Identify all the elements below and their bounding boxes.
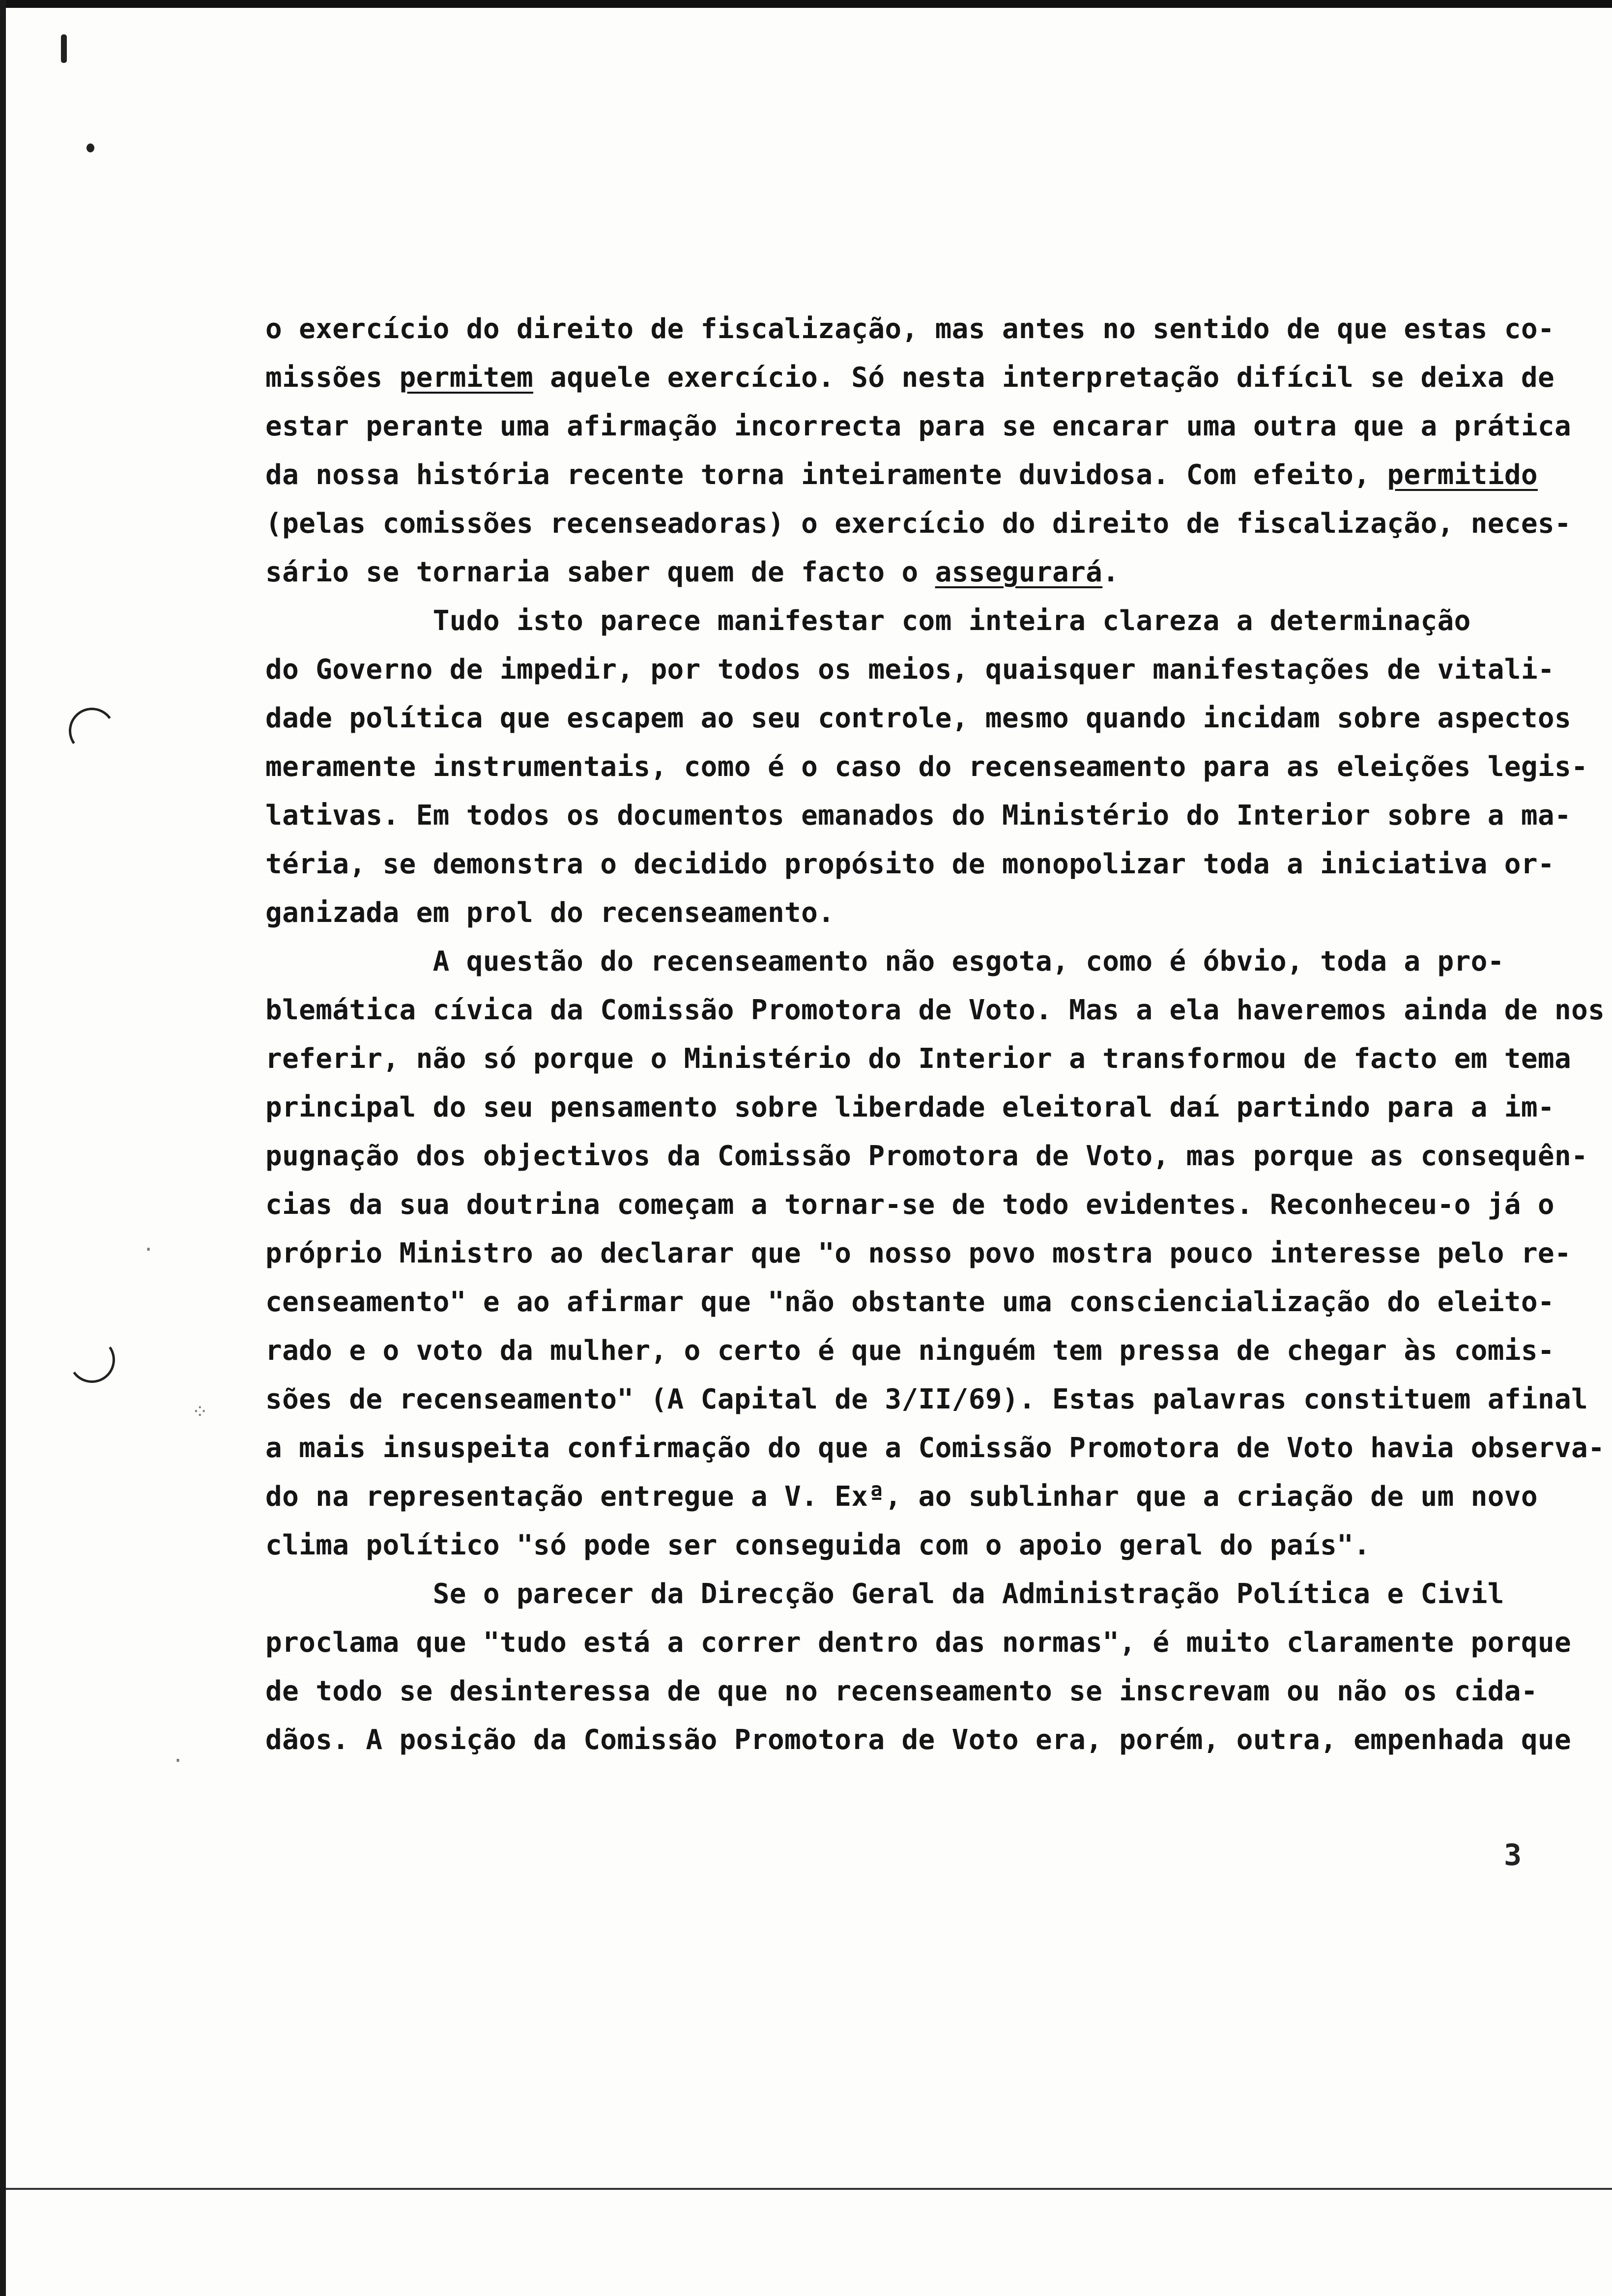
text-line: [265, 451, 1597, 499]
text-line: [265, 305, 1597, 353]
text-line: [265, 1472, 1597, 1521]
text-line: [265, 889, 1597, 937]
text-run: referir, não só porque o Ministério do Interior a transformou de facto em tema: [265, 1043, 1572, 1075]
underlined-word: assegurará: [935, 556, 1103, 588]
text-run: lativas. Em todos os documentos emanados do Ministério do Interior sobre a ma-: [265, 800, 1572, 832]
scan-speck: ·: [143, 1238, 155, 1261]
text-run: téria, se demonstra o decidido propósito de monopolizar toda a iniciativa or-: [265, 848, 1554, 880]
scan-bottom-rule: [6, 2188, 1612, 2190]
text-line: [265, 597, 1597, 645]
text-line: [265, 1618, 1597, 1667]
text-run: rado e o voto da mulher, o certo é que ninguém tem pressa de chegar às comis-: [265, 1335, 1554, 1367]
text-line: [265, 937, 1597, 986]
text-run: próprio Ministro ao declarar que "o nosso povo mostra pouco interesse pelo re-: [265, 1237, 1572, 1269]
text-run: aquele exercício. Só nesta interpretação difícil se deixa de: [533, 362, 1555, 394]
text-run: .: [1102, 556, 1120, 588]
text-line: [265, 1716, 1597, 1764]
text-run: proclama que "tudo está a correr dentro das normas", é muito claramente porque: [265, 1627, 1572, 1659]
scan-left-border: [0, 0, 6, 2296]
text-run: pugnação dos objectivos da Comissão Promotora de Voto, mas porque as consequên-: [265, 1140, 1588, 1172]
text-line: [265, 840, 1597, 889]
text-run: do na representação entregue a V. Exª, ao sublinhar que a criação de um novo: [265, 1481, 1538, 1513]
text-run: sário se tornaria saber quem de facto o: [265, 556, 935, 588]
text-line: [265, 1180, 1597, 1229]
text-run: Tudo isto parece manifestar com inteira clareza a determinação: [265, 605, 1471, 637]
text-line: [265, 1083, 1597, 1132]
text-run: estar perante uma afirmação incorrecta para se encarar uma outra que a prática: [265, 410, 1572, 442]
text-run: da nossa história recente torna inteiramente duvidosa. Com efeito,: [265, 459, 1387, 491]
text-line: [265, 1570, 1597, 1618]
staple-mark: [61, 34, 67, 63]
text-run: dade política que escapem ao seu controle, mesmo quando incidam sobre aspectos: [265, 702, 1572, 734]
text-run: censeamento" e ao afirmar que "não obstante uma consciencialização do eleito-: [265, 1286, 1554, 1318]
text-line: [265, 1034, 1597, 1083]
text-line: [265, 1521, 1597, 1570]
page-number: 3: [1504, 1838, 1522, 1872]
text-line: [265, 353, 1597, 402]
text-run: Se o parecer da Direcção Geral da Administração Política e Civil: [265, 1578, 1504, 1610]
text-line: [265, 1375, 1597, 1424]
text-run: meramente instrumentais, como é o caso do recenseamento para as eleições legis-: [265, 751, 1588, 783]
text-run: cias da sua doutrina começam a tornar-se de todo evidentes. Reconheceu-o já o: [265, 1189, 1554, 1221]
ink-dot: [86, 144, 94, 152]
text-run: o exercício do direito de fiscalização, mas antes no sentido de que estas co-: [265, 313, 1554, 345]
text-line: [265, 791, 1597, 840]
punch-hole-bottom: [65, 1333, 119, 1387]
text-run: principal do seu pensamento sobre liberdade eleitoral daí partindo para a im-: [265, 1091, 1554, 1123]
underlined-word: permitido: [1387, 459, 1538, 491]
text-run: dãos. A posição da Comissão Promotora de Voto era, porém, outra, empenhada que: [265, 1724, 1572, 1756]
text-line: [265, 1132, 1597, 1180]
text-line: [265, 1326, 1597, 1375]
text-run: sões de recenseamento" (A Capital de 3/II/69). Estas palavras constituem afinal: [265, 1383, 1588, 1415]
text-run: missões: [265, 362, 400, 394]
body-text: [265, 305, 1605, 1764]
text-line: [265, 986, 1605, 1034]
text-line: [265, 1424, 1605, 1472]
underlined-word: permitem: [399, 362, 534, 394]
scan-speck: ·: [172, 1750, 184, 1772]
text-line: [265, 548, 1597, 597]
text-run: do Governo de impedir, por todos os meios, quaisquer manifestações de vitali-: [265, 654, 1554, 686]
punch-hole-top: [65, 704, 119, 758]
text-run: a mais insuspeita confirmação do que a Comissão Promotora de Voto havia observa-: [265, 1432, 1605, 1464]
text-line: [265, 1229, 1597, 1278]
text-run: de todo se desinteressa de que no recenseamento se inscrevam ou não os cida-: [265, 1675, 1538, 1707]
scan-speck: ⁘: [192, 1401, 208, 1423]
text-line: [265, 743, 1597, 791]
text-line: [265, 694, 1597, 743]
text-line: [265, 1667, 1597, 1716]
text-run: clima político "só pode ser conseguida com o apoio geral do país".: [265, 1529, 1371, 1561]
text-line: [265, 645, 1597, 694]
text-run: (pelas comissões recenseadoras) o exercício do direito de fiscalização, neces-: [265, 508, 1572, 540]
scan-top-border: [0, 0, 1612, 8]
text-line: [265, 1278, 1597, 1326]
text-line: [265, 402, 1597, 451]
text-line: [265, 499, 1597, 548]
text-run: ganizada em prol do recenseamento.: [265, 897, 835, 929]
text-run: A questão do recenseamento não esgota, como é óbvio, toda a pro-: [265, 946, 1504, 977]
text-run: blemática cívica da Comissão Promotora de Voto. Mas a ela haveremos ainda de nos: [265, 994, 1605, 1026]
